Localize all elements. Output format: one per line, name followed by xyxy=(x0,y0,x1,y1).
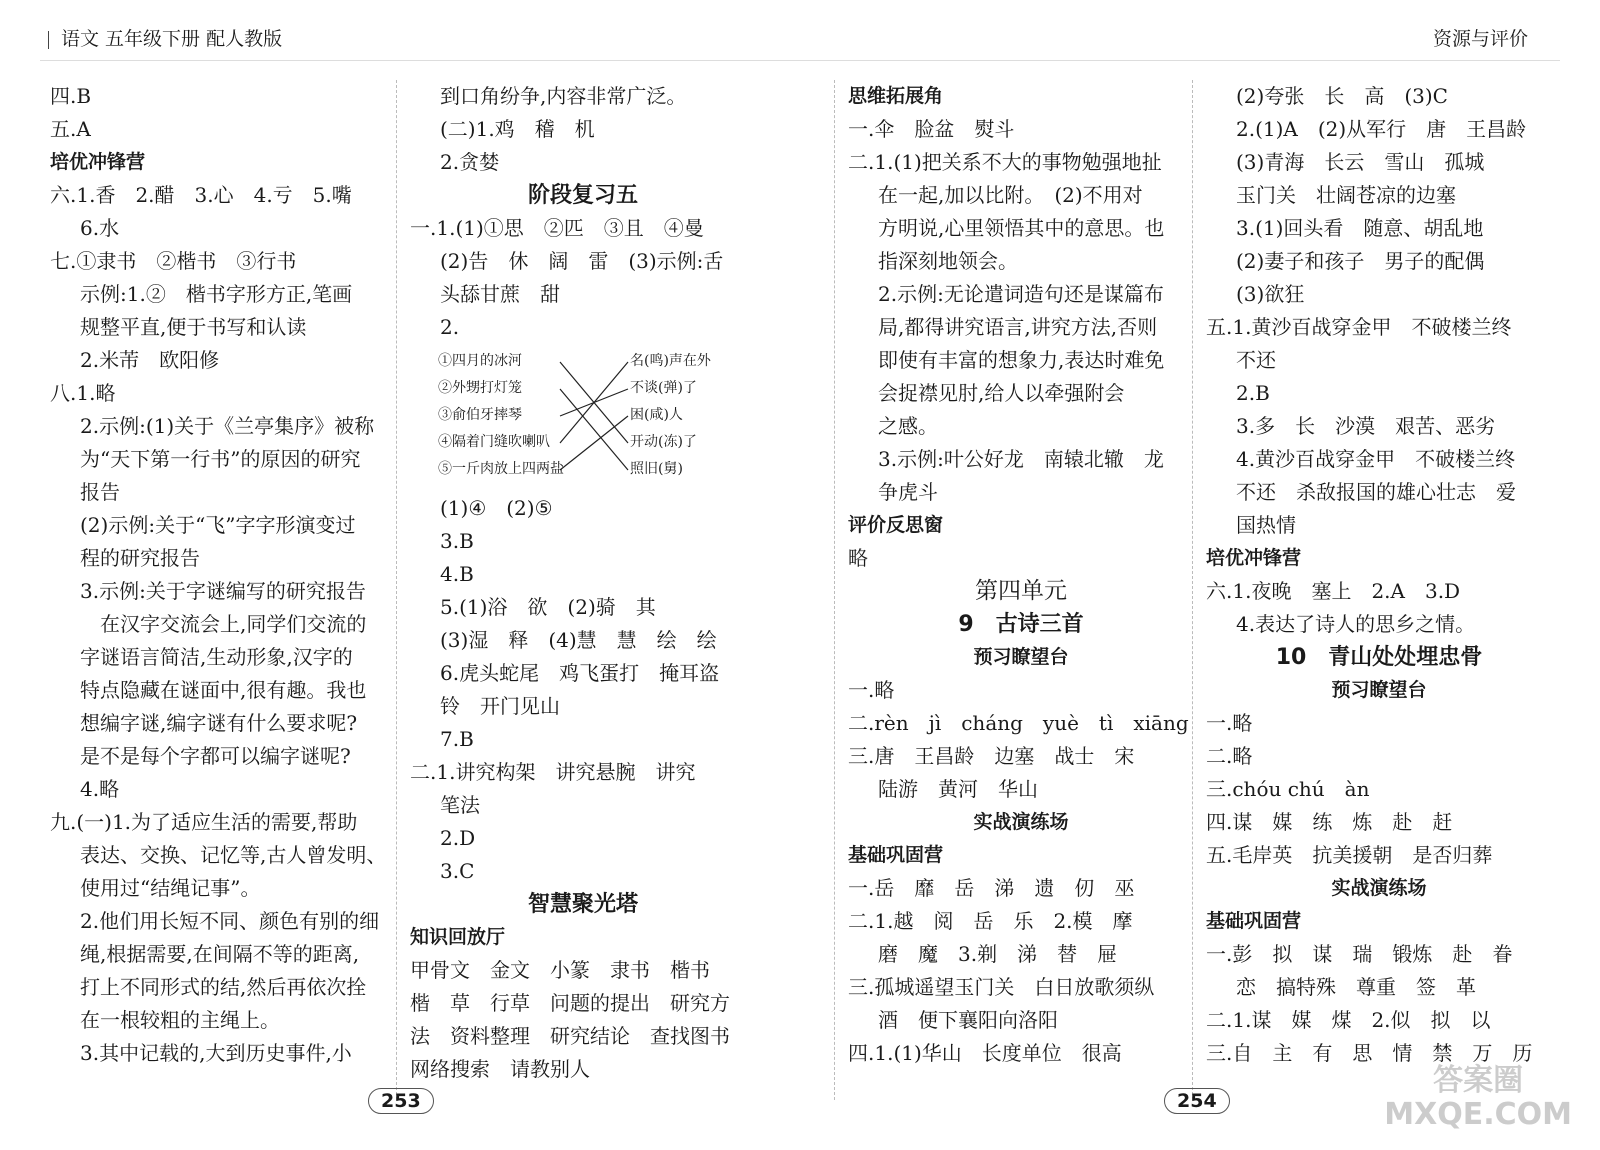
col3-line: 即使有丰富的想象力,表达时难免 xyxy=(878,348,1165,372)
col1-line: (2)示例:关于“飞”字字形演变过 xyxy=(80,513,356,537)
col2-top-line: (2)告 休 阔 雷 (3)示例:舌 xyxy=(440,249,724,273)
col1-line: 绳,根据需要,在间隔不等的距离, xyxy=(80,942,360,966)
col2-top-line: 2.贪婪 xyxy=(440,150,500,174)
col1-line: 6.水 xyxy=(80,216,120,240)
col2-bottom-line: 5.(1)浴 欲 (2)骑 其 xyxy=(440,595,656,619)
col1-line: 2.示例:(1)关于《兰亭集序》被称 xyxy=(80,414,375,438)
page-number-right: 254 xyxy=(1164,1088,1230,1114)
match-left-list xyxy=(438,348,564,483)
column-2-bottom xyxy=(410,492,756,1086)
book-title: 语文 五年级下册 配人教版 xyxy=(61,28,283,50)
col3-line: 第四单元 xyxy=(975,578,1067,604)
col4-line: 五.1.黄沙百战穿金甲 不破楼兰终 xyxy=(1206,315,1512,339)
column-4 xyxy=(1206,80,1552,1070)
col3-line: 思维拓展角 xyxy=(848,85,944,107)
col2-top-line: (二)1.鸡 稽 机 xyxy=(440,117,595,141)
col1-line: 特点隐藏在谜面中,很有趣。我也 xyxy=(80,678,367,702)
match-right-item: 不谈(弹)了 xyxy=(630,380,697,396)
match-right-list xyxy=(630,348,711,483)
col2-bottom-line: 2.D xyxy=(440,826,476,850)
col4-line: (2)妻子和孩子 男子的配偶 xyxy=(1236,249,1485,273)
col3-line: 方明说,心里领悟其中的意思。也 xyxy=(878,216,1165,240)
column-separator-1 xyxy=(396,80,397,1100)
col1-line: 四.B xyxy=(50,84,92,108)
match-right-item: 照旧(舅) xyxy=(630,461,683,477)
col4-line: 3.多 长 沙漠 艰苦、恶劣 xyxy=(1236,414,1496,438)
col4-line: 二.1.谋 媒 煤 2.似 拟 以 xyxy=(1206,1008,1491,1032)
col1-line: 2.米芾 欧阳修 xyxy=(80,348,220,372)
col3-line: 酒 便下襄阳向洛阳 xyxy=(878,1008,1058,1032)
col3-line: 评价反思窗 xyxy=(848,514,944,536)
watermark xyxy=(1384,1064,1572,1132)
col4-line: 培优冲锋营 xyxy=(1206,547,1302,569)
header-divider xyxy=(40,60,1560,61)
col2-bottom-line: 7.B xyxy=(440,727,474,751)
match-right-item: 名(鸣)声在外 xyxy=(630,353,711,369)
col1-line: 使用过“结绳记事”。 xyxy=(80,876,261,900)
col4-line: (3)欲狂 xyxy=(1236,282,1305,306)
col4-line: 实战演练场 xyxy=(1331,877,1427,899)
col2-bottom-line: (1)④ (2)⑤ xyxy=(440,496,553,520)
match-left-item: ①四月的冰河 xyxy=(438,353,522,369)
col3-line: 二.1.越 阅 岳 乐 2.模 摩 xyxy=(848,909,1133,933)
col3-line: 争虎斗 xyxy=(878,480,938,504)
col3-line: 基础巩固营 xyxy=(848,844,944,866)
match-left-item: ④隔着门缝吹喇叭 xyxy=(438,434,550,450)
col4-line: 三.chóu chú àn xyxy=(1206,777,1370,801)
col2-bottom-line: 3.C xyxy=(440,859,475,883)
col2-bottom-line: 笔法 xyxy=(440,793,480,817)
col3-line: 三.孤城遥望玉门关 白日放歌须纵 xyxy=(848,975,1155,999)
match-right-item: 开动(冻)了 xyxy=(630,434,697,450)
col1-line: 3.其中记载的,大到历史事件,小 xyxy=(80,1041,352,1065)
match-left-item: ⑤一斤肉放上四两盐 xyxy=(438,461,564,477)
col2-bottom-line: 法 资料整理 研究结论 查找图书 xyxy=(410,1024,730,1048)
col1-line: 培优冲锋营 xyxy=(50,151,146,173)
col4-line: 4.黄沙百战穿金甲 不破楼兰终 xyxy=(1236,447,1516,471)
col4-line: 预习瞭望台 xyxy=(1331,679,1427,701)
header-right: 资源与评价 xyxy=(1432,28,1528,50)
col3-line: 陆游 黄河 华山 xyxy=(878,777,1038,801)
col3-line: 预习瞭望台 xyxy=(973,646,1069,668)
col1-line: 在一根较粗的主绳上。 xyxy=(80,1008,280,1032)
col2-bottom-line: 3.B xyxy=(440,529,474,553)
col4-line: (3)青海 长云 雪山 孤城 xyxy=(1236,150,1485,174)
match-connector-line xyxy=(560,389,628,470)
col1-line: 程的研究报告 xyxy=(80,546,200,570)
col1-line: 为“天下第一行书”的原因的研究 xyxy=(80,447,361,471)
page-number-left: 253 xyxy=(368,1088,434,1114)
col1-line: 七.①隶书 ②楷书 ③行书 xyxy=(50,249,297,273)
header-left xyxy=(48,24,282,51)
col2-bottom-line: (3)湿 释 (4)慧 慧 绘 绘 xyxy=(440,628,717,652)
col1-line: 在汉字交流会上,同学们交流的 xyxy=(80,612,367,636)
watermark-line1: 答案圈 xyxy=(1433,1063,1524,1098)
column-3 xyxy=(848,80,1194,1070)
col1-line: 九.(一)1.为了适应生活的需要,帮助 xyxy=(50,810,358,834)
col3-line: 四.1.(1)华山 长度单位 很高 xyxy=(848,1041,1122,1065)
col1-line: 字谜语言简洁,生动形象,汉字的 xyxy=(80,645,353,669)
col3-line: 一.略 xyxy=(848,678,895,702)
col1-line: 表达、交换、记忆等,古人曾发明、 xyxy=(80,843,387,867)
col3-line: 在一起,加以比附。 (2)不用对 xyxy=(878,183,1143,207)
col2-top-line: 阶段复习五 xyxy=(527,183,638,208)
col3-line: 指深刻地领会。 xyxy=(878,249,1018,273)
col4-line: 六.1.夜晚 塞上 2.A 3.D xyxy=(1206,579,1461,603)
col3-line: 会捉襟见肘,给人以牵强附会 xyxy=(878,381,1125,405)
col1-line: 是不是每个字都可以编字谜呢? xyxy=(80,744,351,768)
column-separator-3 xyxy=(1192,80,1193,1100)
col2-bottom-line: 6.虎头蛇尾 鸡飞蛋打 掩耳盗 xyxy=(440,661,720,685)
col2-bottom-line: 智慧聚光塔 xyxy=(527,892,638,917)
match-right-item: 困(咸)人 xyxy=(630,407,683,423)
col1-line: 报告 xyxy=(80,480,120,504)
col1-line: 示例:1.② 楷书字形方正,笔画 xyxy=(80,282,353,306)
col3-line: 3.示例:叶公好龙 南辕北辙 龙 xyxy=(878,447,1164,471)
column-1 xyxy=(50,80,396,1070)
col4-line: 五.毛岸英 抗美援朝 是否归葬 xyxy=(1206,843,1493,867)
col3-line: 局,都得讲究语言,讲究方法,否则 xyxy=(878,315,1158,339)
col4-line: 3.(1)回头看 随意、胡乱地 xyxy=(1236,216,1484,240)
col2-bottom-line: 4.B xyxy=(440,562,474,586)
col4-line: 二.略 xyxy=(1206,744,1253,768)
col4-line: 一.彭 拟 谋 瑞 锻炼 赴 眷 xyxy=(1206,942,1513,966)
col2-bottom-line: 甲骨文 金文 小篆 隶书 楷书 xyxy=(410,958,710,982)
col2-bottom-line: 二.1.讲究构架 讲究悬腕 讲究 xyxy=(410,760,696,784)
col1-line: 2.他们用长短不同、颜色有别的细 xyxy=(80,909,380,933)
col3-line: 一.岳 靡 岳 涕 遗 仞 巫 xyxy=(848,876,1135,900)
match-left-item: ②外甥打灯笼 xyxy=(438,380,522,396)
col4-line: 4.表达了诗人的思乡之情。 xyxy=(1236,612,1476,636)
col4-line: 恋 搞特殊 尊重 签 革 xyxy=(1236,975,1476,999)
col1-line: 六.1.香 2.醋 3.心 4.亏 5.嘴 xyxy=(50,183,352,207)
col1-line: 五.A xyxy=(50,117,91,141)
col1-line: 打上不同形式的结,然后再依次拴 xyxy=(80,975,367,999)
col3-line: 磨 魔 3.剃 涕 替 屉 xyxy=(878,942,1118,966)
col1-line: 八.1.略 xyxy=(50,381,116,405)
col4-line: 10 青山处处埋忠骨 xyxy=(1275,645,1483,670)
col4-line: 不还 xyxy=(1236,348,1276,372)
col3-line: 之感。 xyxy=(878,414,938,438)
col4-line: 四.谋 媒 练 炼 赴 赶 xyxy=(1206,810,1453,834)
col1-line: 4.略 xyxy=(80,777,120,801)
col3-line: 实战演练场 xyxy=(973,811,1069,833)
col2-top-line: 一.1.(1)①思 ②匹 ③且 ④曼 xyxy=(410,216,704,240)
col2-top-line: 2. xyxy=(440,315,460,339)
col4-line: (2)夸张 长 高 (3)C xyxy=(1236,84,1448,108)
column-separator-2 xyxy=(834,80,835,1100)
col4-line: 国热情 xyxy=(1236,513,1296,537)
col4-line: 玉门关 壮阔苍凉的边塞 xyxy=(1236,183,1456,207)
match-left-item: ③俞伯牙摔琴 xyxy=(438,407,522,423)
col4-line: 三.自 主 有 思 情 禁 万 历 xyxy=(1206,1041,1533,1065)
col1-line: 规整平直,便于书写和认读 xyxy=(80,315,307,339)
col1-line: 想编字谜,编字谜有什么要求呢? xyxy=(80,711,358,735)
col3-line: 二.1.(1)把关系不大的事物勉强地扯 xyxy=(848,150,1162,174)
match-connector-line xyxy=(560,416,628,470)
col3-line: 9 古诗三首 xyxy=(958,612,1084,637)
col3-line: 三.唐 王昌龄 边塞 战士 宋 xyxy=(848,744,1135,768)
column-2 xyxy=(410,80,756,1086)
col2-bottom-line: 楷 草 行草 问题的提出 研究方 xyxy=(410,991,730,1015)
col4-line: 基础巩固营 xyxy=(1206,910,1302,932)
col4-line: 一.略 xyxy=(1206,711,1253,735)
col3-line: 二.rèn jì cháng yuè tì xiāng xyxy=(848,711,1189,735)
col3-line: 2.示例:无论遣词造句还是谋篇布 xyxy=(878,282,1164,306)
header-bar-decoration xyxy=(48,31,49,49)
matching-exercise xyxy=(410,348,756,488)
col2-bottom-line: 知识回放厅 xyxy=(410,926,506,948)
col3-line: 略 xyxy=(848,546,868,570)
col2-top-line: 头舔甘蔗 甜 xyxy=(440,282,560,306)
col2-bottom-line: 铃 开门见山 xyxy=(440,694,560,718)
col3-line: 一.伞 脸盆 熨斗 xyxy=(848,117,1015,141)
col2-bottom-line: 网络搜索 请教别人 xyxy=(410,1057,590,1081)
col4-line: 2.B xyxy=(1236,381,1270,405)
col2-top-line: 到口角纷争,内容非常广泛。 xyxy=(440,84,687,108)
col4-line: 不还 杀敌报国的雄心壮志 爱 xyxy=(1236,480,1516,504)
column-2-top xyxy=(410,80,756,344)
watermark-line2: MXQE.COM xyxy=(1384,1097,1572,1132)
col4-line: 2.(1)A (2)从军行 唐 王昌龄 xyxy=(1236,117,1527,141)
col1-line: 3.示例:关于字谜编写的研究报告 xyxy=(80,579,366,603)
